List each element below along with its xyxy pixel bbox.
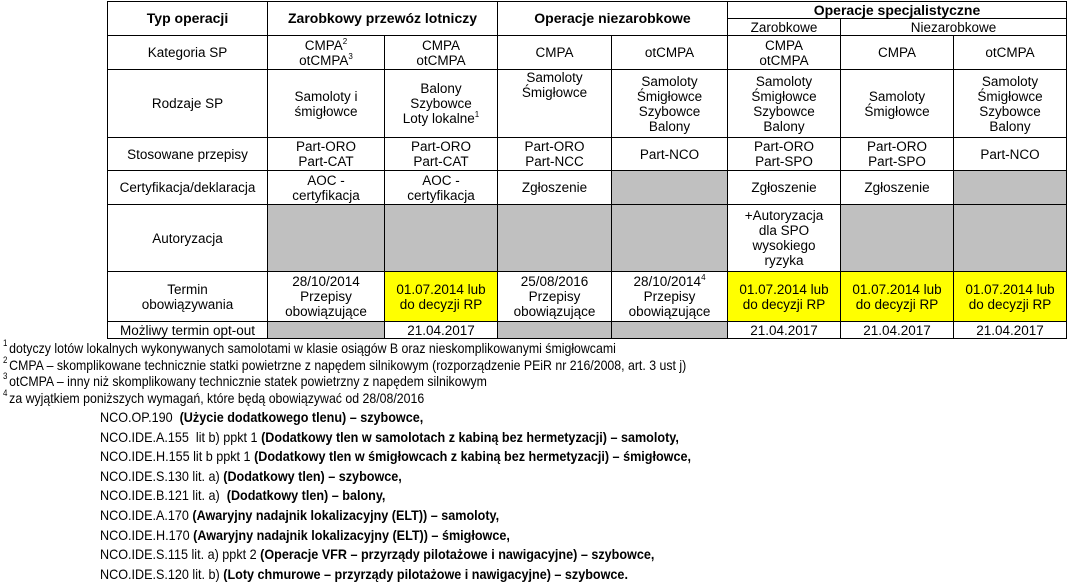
footnote <box>3 340 686 357</box>
cell-text: AOC - <box>422 172 460 188</box>
cell-text: Przepisy <box>643 289 696 304</box>
cell-text: Samoloty <box>981 73 1039 89</box>
exception-ref: NCO.OP.190 <box>100 409 180 425</box>
cell-text: certyfikacja <box>292 187 360 203</box>
cell-text: otCMPA <box>985 45 1035 60</box>
table-cell <box>954 322 1067 339</box>
row-label <box>108 272 268 322</box>
table-cell <box>728 70 841 138</box>
footnote <box>3 373 686 390</box>
cell-text: otCMPA <box>299 52 349 68</box>
cell-text: 01.07.2014 lub <box>739 281 829 297</box>
row-label-text: Stosowane przepisy <box>127 146 248 162</box>
cell-text: Szybowce <box>753 103 815 119</box>
cell-text: Part-ORO <box>524 139 585 154</box>
table-cell <box>498 138 612 171</box>
cell-text: CMPA <box>877 45 916 60</box>
footnote-number: 2 <box>3 354 8 365</box>
table-cell <box>841 70 954 138</box>
cell-text: 01.07.2014 lub <box>852 281 942 297</box>
exception-item <box>100 408 691 428</box>
table-cell <box>385 322 498 339</box>
cell-text: 25/08/2016 <box>520 274 589 289</box>
cell-text: Szybowce <box>979 103 1041 119</box>
cell-text: ryzyka <box>764 253 804 268</box>
table-cell <box>612 322 728 339</box>
table-cell <box>612 138 728 171</box>
table-cell <box>612 36 728 70</box>
table-cell <box>385 138 498 171</box>
row-label-text: Certyfikacja/deklaracja <box>119 180 256 195</box>
table-cell <box>385 70 498 138</box>
table-cell <box>728 138 841 171</box>
cell-text: do decyzji RP <box>399 296 483 312</box>
header-specialised-non-commercial: Niezarobkowe <box>841 19 1067 36</box>
exception-ref: NCO.IDE.A.170 <box>100 506 193 523</box>
cell-text: Part-NCO <box>980 146 1040 162</box>
cell-text: Samoloty <box>526 70 583 85</box>
table-cell <box>385 205 498 272</box>
table-cell <box>841 171 954 205</box>
cell-text: Śmigłowce <box>977 88 1043 104</box>
table-cell <box>612 272 728 322</box>
operations-table <box>107 1 1067 339</box>
cell-text: Samoloty i <box>294 88 358 104</box>
cell-text: Samoloty <box>641 73 698 89</box>
cell-text: Part-ORO <box>753 139 814 154</box>
table-cell <box>841 36 954 70</box>
exception-item <box>100 506 691 526</box>
table-cell <box>498 70 612 138</box>
cell-text: Balony <box>763 118 805 134</box>
table-cell <box>954 36 1067 70</box>
table-row <box>108 322 1067 339</box>
header-type: Typ operacji <box>108 2 268 36</box>
footnote-ref: 1 <box>474 110 480 119</box>
table-cell <box>612 70 728 138</box>
exception-ref: NCO.IDE.B.121 lit. a) <box>100 487 227 504</box>
exception-ref: NCO.IDE.S.120 lit. b) <box>100 565 224 582</box>
cell-text: Samoloty <box>755 73 813 89</box>
cell-text: certyfikacja <box>407 187 475 203</box>
cell-text: dla SPO <box>758 223 810 238</box>
table-cell <box>728 322 841 339</box>
cell-text: obowiązujące <box>285 304 367 319</box>
footnote <box>3 387 686 407</box>
exception-item <box>100 428 691 448</box>
header-specialised: Operacje specjalistyczne <box>728 2 1067 19</box>
table-cell <box>385 171 498 205</box>
table-row <box>108 205 1067 272</box>
table-row <box>108 171 1067 205</box>
cell-text: 28/10/2014 <box>292 274 360 289</box>
table-cell <box>954 171 1067 205</box>
table-cell <box>268 272 385 322</box>
exception-description: (Użycie dodatkowego tlenu) – szybowce, <box>179 409 424 425</box>
row-label <box>108 70 268 138</box>
table-cell <box>268 138 385 171</box>
exception-description: (Dodatkowy tlen w samolotach z kabiną bez hermetyzacji) – samoloty, <box>261 428 679 445</box>
cell-text: Szybowce <box>410 96 472 111</box>
table-cell <box>841 322 954 339</box>
cell-text: Śmigłowce <box>864 103 930 119</box>
cell-text: Part-SPO <box>755 154 813 169</box>
header-non-commercial: Operacje niezarobkowe <box>498 2 728 36</box>
cell-text: otCMPA <box>644 45 695 60</box>
cell-text: Balony <box>648 118 691 134</box>
cell-text: Szybowce <box>638 103 701 119</box>
cell-text: do decyzji RP <box>968 296 1052 312</box>
table-row <box>108 138 1067 171</box>
header-commercial-air-transport: Zarobkowy przewóz lotniczy <box>268 2 498 36</box>
exception-description: (Dodatkowy tlen) – szybowce, <box>223 467 402 484</box>
table-cell <box>954 138 1067 171</box>
exception-item <box>100 467 691 487</box>
cell-text: Part-CAT <box>413 154 469 169</box>
cell-text: Przepisy <box>528 289 581 304</box>
footnote-number: 3 <box>3 371 8 381</box>
cell-text: do decyzji RP <box>742 296 826 312</box>
row-label <box>108 205 268 272</box>
cell-text: Śmigłowce <box>636 88 703 104</box>
exception-ref: NCO.IDE.S.130 lit. a) <box>100 467 224 484</box>
footnote-text: otCMPA – inny niż skomplikowany technicznie statek powietrzny z napędem silnikowym <box>9 373 487 389</box>
exception-item <box>100 565 691 584</box>
table-cell <box>498 205 612 272</box>
table-cell <box>612 205 728 272</box>
exception-item <box>100 526 691 546</box>
cell-text: obowiązujące <box>628 304 711 319</box>
table-cell <box>268 171 385 205</box>
exception-ref: NCO.IDE.H.170 <box>100 526 194 543</box>
table-cell <box>841 138 954 171</box>
table-cell <box>385 272 498 322</box>
table-cell <box>841 205 954 272</box>
footnote-number: 4 <box>3 387 8 398</box>
cell-text: otCMPA <box>416 52 466 68</box>
cell-text: Przepisy <box>300 289 352 304</box>
cell-text: 01.07.2014 lub <box>965 281 1055 297</box>
cell-text: Samoloty <box>868 88 926 104</box>
exceptions-list <box>100 408 691 584</box>
row-label-text: Termin <box>167 281 208 297</box>
cell-text: +Autoryzacja <box>744 208 824 223</box>
table-cell <box>498 171 612 205</box>
exception-description: (Dodatkowy tlen w śmigłowcach z kabiną bez hermetyzacji) – śmigłowce, <box>254 448 691 465</box>
table-cell <box>385 36 498 70</box>
exception-ref: NCO.IDE.A.155 lit b) ppkt 1 <box>100 428 262 445</box>
table-cell <box>268 36 385 70</box>
cell-text: 21.04.2017 <box>407 322 475 338</box>
exception-item <box>100 486 691 506</box>
cell-text: Śmigłowce <box>521 85 588 100</box>
cell-text: obowiązujące <box>513 304 596 319</box>
table-cell <box>498 36 612 70</box>
exception-description: (Dodatkowy tlen) – balony, <box>226 487 386 504</box>
exception-description: (Awaryjny nadajnik lokalizacyjny (ELT)) – samoloty, <box>192 506 500 523</box>
cell-text: CMPA <box>304 37 343 53</box>
footnote <box>3 354 687 374</box>
cell-text: AOC - <box>307 172 345 188</box>
cell-text: Part-ORO <box>866 139 927 154</box>
cell-text: 21.04.2017 <box>976 322 1044 338</box>
row-label <box>108 36 268 70</box>
table-row <box>108 70 1067 138</box>
footnote-number: 1 <box>3 338 8 348</box>
cell-text: CMPA <box>764 37 803 53</box>
row-label-text: Możliwy termin opt-out <box>119 322 256 338</box>
table-row <box>108 272 1067 322</box>
footnote-ref: 3 <box>348 51 353 61</box>
exception-ref: NCO.IDE.H.155 lit b ppkt 1 <box>100 448 255 465</box>
footnote-text: za wyjątkiem poniższych wymagań, które będą obowiązywać od 28/08/2016 <box>9 389 425 406</box>
cell-text: do decyzji RP <box>855 296 939 312</box>
exception-description: (Loty chmurowe – przyrządy pilotażowe i nawigacyjne) – szybowce. <box>223 565 628 582</box>
table-cell <box>954 70 1067 138</box>
header-specialised-commercial: Zarobkowe <box>728 19 841 36</box>
cell-text: otCMPA <box>759 52 809 68</box>
cell-text: śmigłowce <box>294 103 358 119</box>
table-cell <box>612 171 728 205</box>
exception-description: (Awaryjny nadajnik lokalizacyjny (ELT)) – śmigłowce, <box>193 526 510 543</box>
cell-text: 21.04.2017 <box>863 322 931 338</box>
table-cell <box>728 171 841 205</box>
cell-text: Zgłoszenie <box>521 180 588 195</box>
footnote-ref: 2 <box>342 36 348 46</box>
exception-item <box>100 545 691 565</box>
cell-text: 21.04.2017 <box>750 322 818 338</box>
table-cell <box>728 36 841 70</box>
table-cell <box>841 272 954 322</box>
row-label-text: Kategoria SP <box>147 45 228 60</box>
table-row <box>108 36 1067 70</box>
row-label <box>108 171 268 205</box>
row-label-text: Autoryzacja <box>152 230 223 246</box>
exception-ref: NCO.IDE.S.115 lit. a) ppkt 2 <box>100 546 261 563</box>
footnote-text: CMPA – skomplikowane technicznie statki powietrzne z napędem silnikowym (rozporządzenie PEiR nr 216/2008, art. 3 ust j) <box>9 356 687 373</box>
cell-text: Śmigłowce <box>751 88 817 104</box>
table-cell <box>954 272 1067 322</box>
cell-text: Part-CAT <box>298 154 354 169</box>
cell-text: Zgłoszenie <box>751 180 817 195</box>
cell-text: 28/10/2014 <box>633 274 702 289</box>
cell-text: CMPA <box>535 45 574 60</box>
cell-text: 01.07.2014 lub <box>396 281 486 297</box>
table-cell <box>268 205 385 272</box>
footnote-text: dotyczy lotów lokalnych wykonywanych samolotami w klasie osiągów B oraz nieskomplikowanymi śmigłowcami <box>9 340 616 356</box>
footnote-ref: 4 <box>701 273 706 282</box>
cell-text: Balony <box>420 81 462 96</box>
cell-text: Part-NCC <box>525 154 584 169</box>
cell-text: Part-ORO <box>410 139 471 154</box>
exception-item <box>100 447 691 467</box>
table-cell <box>498 322 612 339</box>
row-label-text: obowiązywania <box>141 296 234 312</box>
cell-text: wysokiego <box>752 238 816 253</box>
table-cell <box>268 70 385 138</box>
row-label-text: Rodzaje SP <box>151 96 224 111</box>
table-body <box>108 36 1067 339</box>
table-cell <box>268 322 385 339</box>
cell-text: Part-SPO <box>868 154 926 169</box>
cell-text: CMPA <box>421 37 460 53</box>
table-cell <box>728 205 841 272</box>
cell-text: Balony <box>989 118 1031 134</box>
cell-text: Loty lokalne <box>402 111 475 126</box>
row-label <box>108 138 268 171</box>
footnotes <box>3 340 686 406</box>
cell-text: Zgłoszenie <box>864 180 930 195</box>
table-cell <box>728 272 841 322</box>
table-cell <box>498 272 612 322</box>
exception-description: (Operacje VFR – przyrządy pilotażowe i nawigacyjne) – szybowce, <box>260 546 655 563</box>
cell-text: Part-NCO <box>639 146 700 162</box>
row-label <box>108 322 268 339</box>
cell-text: Part-ORO <box>295 139 356 154</box>
table-cell <box>954 205 1067 272</box>
